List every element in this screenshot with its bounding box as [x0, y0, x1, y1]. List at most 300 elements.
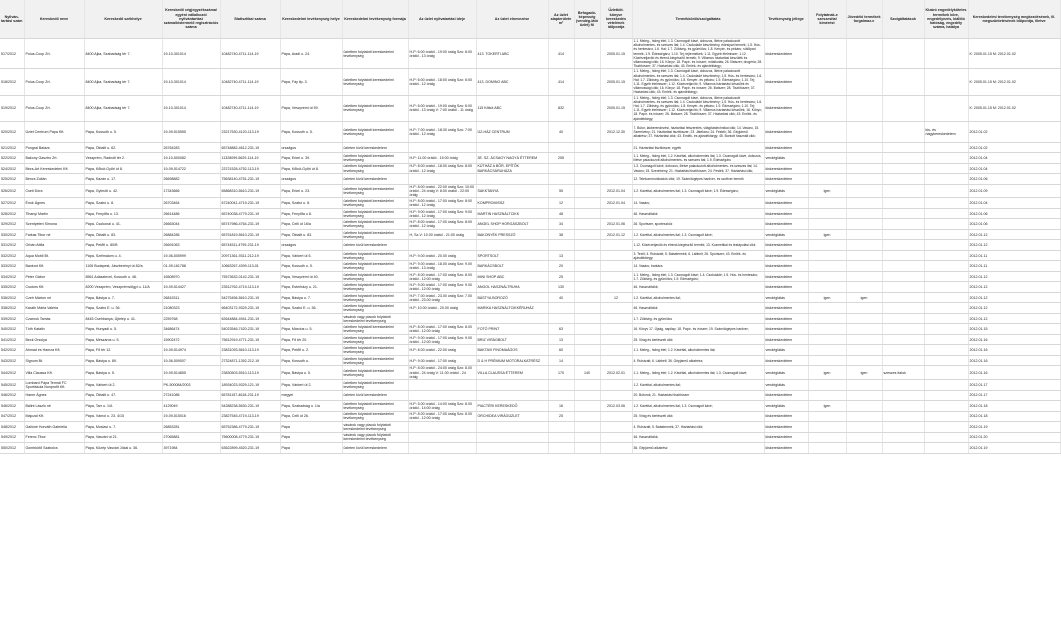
- table-cell: kiskereskedelem: [764, 208, 808, 219]
- table-cell: Ahmad és Hamza Kft.: [24, 345, 84, 356]
- table-cell: [882, 69, 924, 95]
- table-cell: D & H PRÉMIUM MOTORALKATRÉSZ: [476, 355, 548, 366]
- table-cell: H-P: 11.00 órától - 15.00 óráig: [408, 153, 476, 164]
- table-cell: [808, 422, 846, 433]
- table-body: [0, 39, 1060, 454]
- table-cell: 75573632-0142-231-19: [220, 271, 280, 282]
- table-cell: üzletben folytatott kereskedelmi tevékenység: [342, 219, 408, 230]
- table-cell: kiskereskedelem: [764, 303, 808, 314]
- table-cell: 23831093-5610-113-19: [220, 345, 280, 356]
- table-cell: [882, 142, 924, 153]
- table-cell: K: 2005.01.15 M: 2012.01.02: [968, 95, 1060, 121]
- column-header: Termékkörök/szolgáltatás: [632, 0, 764, 39]
- table-cell: 67240041-4719-231-19: [220, 198, 280, 209]
- column-header: Befogadó-képesség (vendég-látó üzlet) fő: [574, 0, 600, 39]
- table-cell: 2012.01.02: [968, 121, 1060, 142]
- table-cell: [600, 174, 632, 185]
- table-cell: Pápa, Erkel u. 23.: [280, 184, 342, 198]
- table-cell: Pápa: [280, 313, 342, 324]
- table-cell: [476, 390, 548, 401]
- table-cell: [882, 292, 924, 303]
- table-cell: 10482740-4711-114-19: [220, 39, 280, 69]
- table-cell: kiskereskedelem: [764, 313, 808, 324]
- table-cell: üzletben folytatott kereskedelmi tevékenység: [342, 401, 408, 412]
- table-cell: [924, 219, 968, 230]
- table-cell: ÜZ-HÁZ CENTRUM: [476, 121, 548, 142]
- table-cell: [808, 208, 846, 219]
- table-cell: 46. Használtcikk;: [632, 432, 764, 443]
- table-cell: [924, 313, 968, 324]
- table-cell: 26703464: [162, 198, 220, 209]
- table-cell: 2259768: [162, 313, 220, 324]
- table-cell: 34: [548, 219, 574, 230]
- table-cell: 21080323: [162, 303, 220, 314]
- table-cell: Pápa, Veszprémi út 40.: [280, 271, 342, 282]
- table-cell: üzletben folytatott kereskedelmi tevékenység: [342, 324, 408, 335]
- table-cell: Pápa, Kossuth u. 5.: [280, 261, 342, 272]
- table-cell: [574, 390, 600, 401]
- table-cell: 2012.01.12: [968, 229, 1060, 240]
- table-cell: vendéglátás: [764, 153, 808, 164]
- table-cell: [924, 432, 968, 443]
- table-cell: [846, 229, 882, 240]
- table-cell: [808, 163, 846, 174]
- table-cell: Pápa: [280, 422, 342, 433]
- table-cell: kiskereskedelem: [764, 250, 808, 261]
- table-cell: 19-06-505999: [162, 250, 220, 261]
- table-cell: [808, 174, 846, 185]
- table-cell: 11328099-5629-114-19: [220, 153, 280, 164]
- table-cell: 550/2012: [0, 443, 24, 454]
- table-row: [0, 240, 1060, 251]
- table-cell: [574, 198, 600, 209]
- table-cell: [574, 432, 600, 443]
- table-cell: Signum Bt.: [24, 355, 84, 366]
- table-cell: 1.1. Meleg-, hideg étel; 1.2. Kávéital, alkoholmentes ital; 1.3. Csomagolt kávé;: [632, 366, 764, 380]
- table-cell: 26614486: [162, 208, 220, 219]
- table-cell: 414: [548, 39, 574, 69]
- table-cell: 2012.01.12: [968, 313, 1060, 324]
- table-cell: üzletben folytatott kereskedelmi tevékenység: [342, 303, 408, 314]
- table-cell: Pápa, Celli út 26.: [280, 411, 342, 422]
- table-cell: Pápa, Erkel u. 39.: [280, 153, 342, 164]
- table-cell: [600, 142, 632, 153]
- table-cell: 26853281: [162, 422, 220, 433]
- table-cell: 40: [548, 292, 574, 303]
- table-cell: üzletben folytatott kereskedelmi tevékenység: [342, 39, 408, 69]
- table-cell: országos: [280, 174, 342, 185]
- table-cell: 531/2012: [0, 240, 24, 251]
- table-cell: üzletben folytatott kereskedelmi tevékenység: [342, 208, 408, 219]
- table-cell: üzletben folytatott kereskedelmi tevékenység: [342, 271, 408, 282]
- table-cell: [924, 380, 968, 391]
- table-cell: [882, 198, 924, 209]
- table-cell: [846, 324, 882, 335]
- table-cell: ORCHIDEA VIRÁGÜZLET: [476, 411, 548, 422]
- table-cell: kiskereskedelem: [764, 240, 808, 251]
- table-row: [0, 142, 1060, 153]
- table-cell: [408, 380, 476, 391]
- table-cell: üzletben folytatott kereskedelmi tevékenység: [342, 95, 408, 121]
- table-cell: BAKTAVI FINOMAÁGOS: [476, 345, 548, 356]
- table-cell: Pápa, Szabó E. u. 36.: [280, 303, 342, 314]
- table-cell: [808, 219, 846, 230]
- table-cell: [808, 390, 846, 401]
- table-cell: vendéglátás: [764, 229, 808, 240]
- table-cell: 23830503-5510-113-19: [220, 366, 280, 380]
- table-cell: [882, 174, 924, 185]
- table-cell: [548, 380, 574, 391]
- table-cell: H-P: 5.00 órától - 14:00 óráig Szo: 8.00 órától - 14:00 óráig: [408, 401, 476, 412]
- table-cell: 521/2012: [0, 142, 24, 153]
- table-cell: K: 2005.01.15 M: 2012.01.02: [968, 69, 1060, 95]
- table-cell: H-P: 8:00 órától - 22:00 óráig Szo: 10:00 órától - 24 óráig V: 8:00 órától - 22:00 óráig: [409, 184, 475, 198]
- table-cell: 2012.01.06: [968, 219, 1060, 230]
- table-cell: [924, 303, 968, 314]
- table-cell: vásárok vagy piacok folytatott kereskedelmi tevékenység: [342, 422, 408, 433]
- table-cell: 3E. SZ. ÁCSAGY NAGYÁ ÉTTEREM: [476, 153, 548, 164]
- table-cell: 12: [600, 292, 632, 303]
- table-cell: [846, 303, 882, 314]
- table-cell: 524/2012: [0, 163, 24, 174]
- table-cell: [600, 282, 632, 293]
- table-cell: [846, 69, 882, 95]
- table-cell: Pápa, Bástya u. 89.: [84, 355, 162, 366]
- table-cell: Beck Orsolya: [24, 334, 84, 345]
- table-cell: [548, 432, 574, 443]
- table-cell: Aqua Mobil Bt.: [24, 250, 84, 261]
- table-cell: Orbán Attila: [24, 240, 84, 251]
- table-cell: kiskereskedelem: [764, 219, 808, 230]
- table-cell: 46. Használtcikk: [632, 208, 764, 219]
- table-cell: [846, 345, 882, 356]
- table-cell: H-P: 8.00 órától - 22:00 óráig: [408, 345, 476, 356]
- table-cell: 7. Bútor, lakberendezési, háztartási felszerelés, világítástechnikai cikk; 14. Vasáru, 15. Szerelvény; 21. Háztartási tisztítószer; 23. Játékáru; 24. Festék; 36. Gépjármű alkatrész; 37. Háztartási cikk; 43. Emlék- és ajándéktárgy; 45. Bontott használt cikk;: [632, 121, 764, 142]
- table-cell: Pápa, Öktalit u. 83.: [84, 229, 162, 240]
- column-header: Kereskedelmi tevékenység helye: [280, 0, 342, 39]
- table-cell: [808, 121, 846, 142]
- table-cell: Pápa: [280, 432, 342, 443]
- table-cell: 2012.01.19: [968, 422, 1060, 433]
- table-cell: 19-10-301014: [162, 39, 220, 69]
- column-header: Kereskedelmi tevékenység megkezdésének, ill. megszüntetésének időpontja, illetve: [968, 0, 1060, 39]
- table-cell: [846, 250, 882, 261]
- table-cell: Pápa, Vasvári út 21.: [84, 432, 162, 443]
- table-cell: 2012.01.12: [968, 303, 1060, 314]
- table-cell: [808, 142, 846, 153]
- table-cell: 527/2012: [0, 198, 24, 209]
- table-cell: 3971984: [162, 443, 220, 454]
- table-cell: 536/2012: [0, 292, 24, 303]
- table-cell: [600, 422, 632, 433]
- table-cell: [846, 142, 882, 153]
- table-row: [0, 313, 1060, 324]
- table-cell: [574, 142, 600, 153]
- table-row: [0, 432, 1060, 443]
- table-cell: Polus-Coop Zrt.: [24, 69, 84, 95]
- table-cell: 16: [548, 401, 574, 412]
- table-cell: [882, 411, 924, 422]
- table-cell: 10482740-4711-114-19: [220, 69, 280, 95]
- table-cell: 65747986-4764-231-19: [220, 219, 280, 230]
- table-cell: SAKKTANYA: [476, 184, 548, 198]
- table-cell: [600, 313, 632, 324]
- column-header: Jövedéki termékek forgalmaz-e: [846, 0, 882, 39]
- table-cell: Pápa, Kossuth u. 5.: [280, 121, 342, 142]
- column-header: Az üzlet nyitvatartási ideje: [408, 0, 476, 39]
- table-cell: Gombkötő Szabolcs: [24, 443, 84, 454]
- table-cell: [882, 261, 924, 272]
- table-cell: [882, 443, 924, 454]
- table-cell: üzletben folytatott kereskedelmi tevékenység: [342, 153, 408, 164]
- table-cell: [846, 261, 882, 272]
- table-cell: [408, 432, 476, 443]
- table-cell: 8400 Ajka, Szabadság tér 7.: [84, 39, 162, 69]
- table-cell: [600, 432, 632, 443]
- table-cell: [846, 380, 882, 391]
- table-cell: [846, 240, 882, 251]
- table-cell: Bálint László né: [24, 401, 84, 412]
- table-cell: 26764283: [162, 142, 220, 153]
- column-header: Az üzlet alapterülete m²: [548, 0, 574, 39]
- table-cell: kiskereskedelem: [764, 432, 808, 443]
- table-cell: H-P: 9.00 órától - 17:00 óráig: [408, 355, 476, 366]
- table-cell: igen: [808, 229, 846, 240]
- table-cell: [548, 174, 574, 185]
- table-cell: 65740038-4779-231-19: [220, 208, 280, 219]
- table-cell: Péter Gábor: [24, 271, 84, 282]
- table-cell: 526/2012: [0, 184, 24, 198]
- table-cell: 38: [548, 229, 574, 240]
- table-cell: [882, 229, 924, 240]
- table-cell: 2012.01.04: [600, 198, 632, 209]
- table-cell: 75600008-4779-231-19: [220, 432, 280, 443]
- table-cell: 832: [548, 95, 574, 121]
- table-cell: [882, 355, 924, 366]
- table-cell: szeszes italok: [882, 366, 924, 380]
- table-cell: Farkas Tibor né: [24, 229, 84, 240]
- table-cell: H, Sz-V: 10.00 órától - 21:00 óráig: [408, 229, 476, 240]
- table-cell: 170: [548, 366, 574, 380]
- table-cell: Pápa, Kossuth u. 5.: [84, 121, 162, 142]
- table-cell: [924, 240, 968, 251]
- table-cell: 2012.01.12: [968, 282, 1060, 293]
- table-cell: kiskereskedelem: [764, 282, 808, 293]
- table-cell: [882, 163, 924, 174]
- table-cell: [574, 174, 600, 185]
- table-cell: 16508970: [162, 271, 220, 282]
- table-cell: H-P: 9.00 órától - 17:00 óráig Szo: 9.00 órától - 12:00 óráig: [408, 282, 476, 293]
- table-cell: [574, 153, 600, 164]
- column-header: Kizáró engedélyköteles termékek köre, engedélyezés, kiállító hatóság, engedély száma, hatálya: [924, 0, 968, 39]
- table-cell: kiskereskedelem: [764, 411, 808, 422]
- table-cell: [882, 271, 924, 282]
- table-cell: [924, 153, 968, 164]
- table-cell: H-P: 7:00 órától - 18:30 óráig Szo: 7:00 órától - 12 óráig: [408, 121, 476, 142]
- table-cell: üzletben folytatott kereskedelmi tevékenység: [342, 163, 408, 174]
- table-cell: Polus-Coop Zrt.: [24, 95, 84, 121]
- table-cell: 63: [548, 324, 574, 335]
- table-cell: [846, 153, 882, 164]
- table-cell: [846, 174, 882, 185]
- table-cell: ANGEL SHOP HORGÁSZBOLT: [476, 219, 548, 230]
- table-cell: 544/2012: [0, 366, 24, 380]
- table-cell: [924, 390, 968, 401]
- table-cell: 16. Könyv 17. Újság, napilap; 18. Papír- és írószer; 19. Számítógépes hardver;: [632, 324, 764, 335]
- table-cell: [924, 208, 968, 219]
- table-cell: [882, 401, 924, 412]
- table-cell: [882, 303, 924, 314]
- table-cell: 2012.01.12: [968, 240, 1060, 251]
- table-cell: 20971361-9311-212-19: [220, 250, 280, 261]
- table-cell: 19-09-515016: [162, 411, 220, 422]
- table-cell: H-P: 8.00 órától - 17:00 óráig Szo: 8.00 órától - 12:00 óráig: [408, 271, 476, 282]
- table-cell: [882, 313, 924, 324]
- table-cell: [574, 443, 600, 454]
- table-cell: Veszprém, Radnóti tér 2.: [84, 153, 162, 164]
- table-cell: Pápa, Kazán u. 17.: [84, 174, 162, 185]
- table-cell: 19-10-301014: [162, 69, 220, 95]
- table-cell: Pápa, Öktalit u. 83.: [280, 229, 342, 240]
- table-cell: Pápa, Csokonai u. 41.: [84, 219, 162, 230]
- table-cell: [846, 95, 882, 121]
- header-row: [0, 0, 1060, 39]
- table-cell: [924, 39, 968, 69]
- table-cell: üzleten kívül kereskedelem: [342, 174, 408, 185]
- table-cell: 1.7. Zöldség- és gyümölcs: [632, 313, 764, 324]
- table-cell: üzletben folytatott kereskedelmi tevékenység: [342, 250, 408, 261]
- table-cell: [574, 250, 600, 261]
- column-header: Tevékenység jellege: [764, 0, 808, 39]
- table-cell: Üzlet Centrum Pápa Kft.: [24, 121, 84, 142]
- table-cell: 1.1. Meleg-, hideg étel; 1.3. Csomagolt kávé, dobozos, illetve palackozott alkoholmentes- és szeszes ital; 1.4. Csokoládé készítmény; 1.5. Hús- és hentesáru; 1.6. Hal; 1.7. Zöldség- és gyümölcs; 1.8. Kenyér- és pékáru; 1.9. Édességáru; 1.10. Tej; 1.11. Egyéb élelmiszer; 1.12. Közérzetjavító; 9. Villamos háztartási készülék és villamossági cikk; 16. Könyv; 18. Papír- és írószer; 26. Illatszer; 28. Tisztítószer; 37. Háztartási cikk; 43. Emlék- és ajándéktárgy;: [633, 69, 763, 95]
- table-cell: 65752386-4779-231-19: [220, 422, 280, 433]
- table-cell: kiskereskedelem: [764, 355, 808, 366]
- table-cell: Pápa, Fő tér 20.: [280, 334, 342, 345]
- table-cell: országos: [280, 142, 342, 153]
- table-cell: [574, 184, 600, 198]
- table-cell: [924, 334, 968, 345]
- table-cell: üzletben folytatott kereskedelmi tevékenység: [342, 345, 408, 356]
- table-cell: üzletben folytatott kereskedelmi tevékenység: [342, 69, 408, 95]
- table-cell: [574, 324, 600, 335]
- table-cell: [408, 390, 476, 401]
- table-cell: Pápa, Szabó u. 8.: [280, 198, 342, 209]
- table-cell: [846, 401, 882, 412]
- table-cell: 2012.01.18: [968, 411, 1060, 422]
- table-row: [0, 163, 1060, 174]
- table-cell: [846, 198, 882, 209]
- table-cell: [882, 422, 924, 433]
- table-cell: [808, 39, 846, 69]
- table-cell: [600, 240, 632, 251]
- table-row: [0, 261, 1060, 272]
- table-cell: kis- és nagykereskedelem: [924, 121, 968, 142]
- table-cell: [574, 422, 600, 433]
- table-cell: [924, 163, 968, 174]
- table-row: [0, 422, 1060, 433]
- table-cell: kiskereskedelem: [764, 390, 808, 401]
- table-cell: 26698882: [162, 174, 220, 185]
- table-cell: 65868310-5610-231-19: [220, 184, 280, 198]
- table-cell: [808, 334, 846, 345]
- table-cell: üzleten kívül kereskedelem: [342, 390, 408, 401]
- table-cell: 12. Telekommunikációs cikk; 19. Számítógépes hardver- és szoftver termék: [632, 174, 764, 185]
- table-cell: Lombard Pápa Termál FC Sportiskola Nonprofit Kft.: [24, 380, 84, 391]
- table-cell: 1.12. Közérzetjavító és étrend-kiegészítő termék; 13. Kozmetikai és testápolási cikk: [632, 240, 764, 251]
- table-cell: [924, 366, 968, 380]
- column-header: Nyilván-tartási szám: [0, 0, 24, 39]
- table-cell: [924, 69, 968, 95]
- table-cell: 518/2012: [0, 69, 24, 95]
- table-cell: üzletben folytatott kereskedelmi tevékenység: [342, 292, 408, 303]
- table-cell: 3. Textil; 4. Ruházati; 5. Babatermék; 6. Lábbeli; 26. Sportszer; 43. Emlék- és ajándéktárgy;: [632, 250, 764, 261]
- table-cell: 48: [548, 208, 574, 219]
- table-cell: [600, 271, 632, 282]
- table-cell: BARKÁCSBOLT: [476, 261, 548, 272]
- table-cell: [882, 240, 924, 251]
- table-cell: 54288238-5630-231-19: [220, 401, 280, 412]
- table-cell: 2012.02.01: [600, 366, 632, 380]
- table-cell: Pápa, Öktalit u. 62.: [84, 142, 162, 153]
- table-cell: Tóth Katalin: [24, 324, 84, 335]
- table-cell: [808, 261, 846, 272]
- column-header: Üzletköt. könyve kereskedés vételének időpontja: [600, 0, 632, 39]
- table-cell: [882, 95, 924, 121]
- table-cell: 115 Kőkút ABC: [476, 95, 548, 121]
- table-cell: üzletben folytatott kereskedelmi tevékenység: [342, 261, 408, 272]
- table-cell: [600, 208, 632, 219]
- table-cell: [548, 443, 574, 454]
- table-row: [0, 303, 1060, 314]
- table-cell: Czarnok Tamás: [24, 313, 84, 324]
- table-cell: [600, 324, 632, 335]
- table-cell: [846, 208, 882, 219]
- table-cell: 541/2012: [0, 334, 24, 345]
- table-cell: H-P: 9.00 órától - 17:00 óráig Szo: 9.00 órától - 12:00 óráig: [408, 334, 476, 345]
- table-cell: 528/2012: [0, 208, 24, 219]
- table-cell: 25: [548, 271, 574, 282]
- table-cell: [924, 422, 968, 433]
- table-cell: Pápa, Petőfi u. 2.: [280, 345, 342, 356]
- table-cell: 529/2012: [0, 219, 24, 230]
- table-cell: 23721528-4752-113-19: [220, 163, 280, 174]
- table-cell: üzletben folytatott kereskedelmi tevékenység: [342, 121, 408, 142]
- column-header: Kereskedelmi tevékenység formája: [342, 0, 408, 39]
- table-cell: 55: [548, 184, 574, 198]
- table-header: [0, 0, 1060, 39]
- table-cell: SPORTSOLT: [476, 250, 548, 261]
- table-cell: [924, 324, 968, 335]
- table-cell: 2012.01.12: [600, 229, 632, 240]
- table-cell: Pápa, Várkert út 2.: [84, 380, 162, 391]
- table-cell: [808, 95, 846, 121]
- table-cell: kiskereskedelem: [764, 174, 808, 185]
- table-cell: Pápa, Kőkút-Győri út 8.: [84, 163, 162, 174]
- table-cell: Pápa, Fáy ltp. 3.: [280, 69, 342, 95]
- table-cell: Pápa, Tarr u. 1/A: [84, 401, 162, 412]
- table-row: [0, 153, 1060, 164]
- table-cell: 533/2012: [0, 261, 24, 272]
- table-cell: [808, 240, 846, 251]
- table-cell: 532/2012: [0, 250, 24, 261]
- table-cell: [808, 153, 846, 164]
- table-cell: üzletben folytatott kereskedelmi tevékenység: [342, 229, 408, 240]
- table-cell: [548, 142, 574, 153]
- table-cell: [548, 422, 574, 433]
- table-cell: Bézs-Art Kereskedelmi Kft.: [24, 163, 84, 174]
- table-cell: FOTÓ PRINT: [476, 324, 548, 335]
